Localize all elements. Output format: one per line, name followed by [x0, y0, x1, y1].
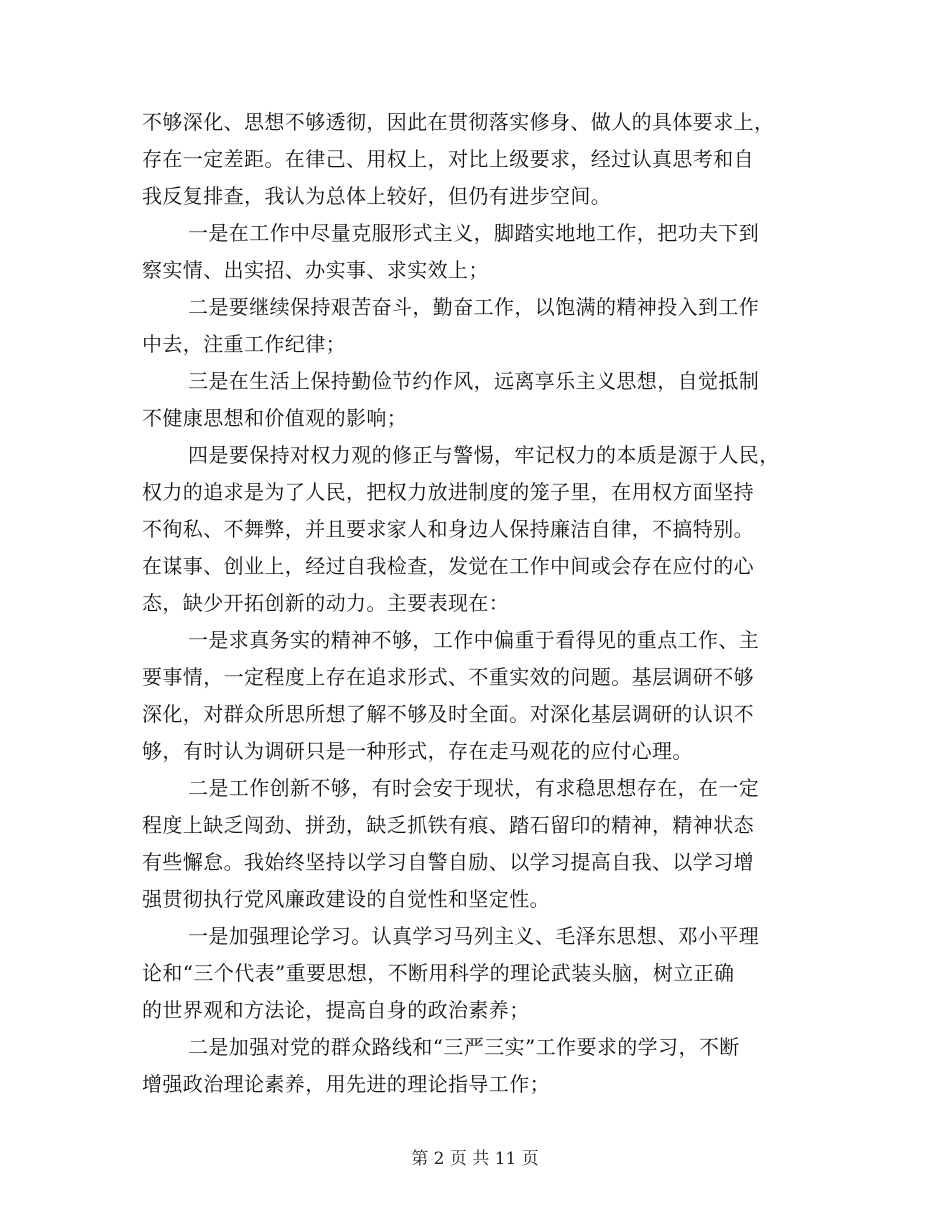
- text-line: 三是在生活上保持勤俭节约作风，远离享乐主义思想，自觉抵制: [188, 369, 760, 393]
- text-line: 中去，注重工作纪律；: [142, 332, 346, 356]
- text-line: 不徇私、不舞弊，并且要求家人和身边人保持廉洁自律，不搞特别。: [142, 517, 754, 541]
- text-line: 增强政治理论素养，用先进的理论指导工作；: [142, 1072, 550, 1096]
- text-line: 二是工作创新不够，有时会安于现状，有求稳思想存在，在一定: [188, 776, 760, 800]
- page-number-footer: 第 2 页 共 11 页: [411, 1149, 539, 1169]
- text-line: 权力的追求是为了人民，把权力放进制度的笼子里，在用权方面坚持: [142, 480, 754, 504]
- text-line: 二是要继续保持艰苦奋斗，勤奋工作，以饱满的精神投入到工作: [188, 295, 760, 319]
- text-line: 二是加强对党的群众路线和“三严三实”工作要求的学习，不断: [188, 1035, 740, 1059]
- text-line: 有些懈怠。我始终坚持以学习自警自励、以学习提高自我、以学习增: [142, 850, 754, 874]
- text-line: 态，缺少开拓创新的动力。主要表现在：: [142, 591, 510, 615]
- text-line: 论和“三个代表”重要思想，不断用科学的理论武装头脑，树立正确: [142, 961, 735, 985]
- text-line: 四是要保持对权力观的修正与警惕，牢记权力的本质是源于人民，: [188, 443, 780, 467]
- text-line: 不健康思想和价值观的影响；: [142, 406, 408, 430]
- text-line: 存在一定差距。在律己、用权上，对比上级要求，经过认真思考和自: [142, 147, 754, 171]
- text-line: 在谋事、创业上，经过自我检查，发觉在工作中间或会存在应付的心: [142, 554, 754, 578]
- text-line: 够，有时认为调研只是一种形式，存在走马观花的应付心理。: [142, 739, 693, 763]
- text-line: 要事情，一定程度上存在追求形式、不重实效的问题。基层调研不够: [142, 665, 754, 689]
- text-line: 察实情、出实招、办实事、求实效上；: [142, 258, 489, 282]
- text-line: 程度上缺乏闯劲、拼劲，缺乏抓铁有痕、踏石留印的精神，精神状态: [142, 813, 754, 837]
- text-line: 一是求真务实的精神不够，工作中偏重于看得见的重点工作、主: [188, 628, 760, 652]
- text-line: 一是在工作中尽量克服形式主义，脚踏实地地工作，把功夫下到: [188, 221, 760, 245]
- document-body: [142, 104, 804, 1103]
- text-line: 强贯彻执行党风廉政建设的自觉性和坚定性。: [142, 887, 550, 911]
- text-line: 深化，对群众所思所想了解不够及时全面。对深化基层调研的认识不: [142, 702, 754, 726]
- text-line: 一是加强理论学习。认真学习马列主义、毛泽东思想、邓小平理: [188, 924, 760, 948]
- text-line: 的世界观和方法论，提高自身的政治素养；: [142, 998, 530, 1022]
- text-line: 我反复排查，我认为总体上较好，但仍有进步空间。: [142, 184, 612, 208]
- text-line: 不够深化、思想不够透彻，因此在贯彻落实修身、做人的具体要求上，: [142, 110, 775, 134]
